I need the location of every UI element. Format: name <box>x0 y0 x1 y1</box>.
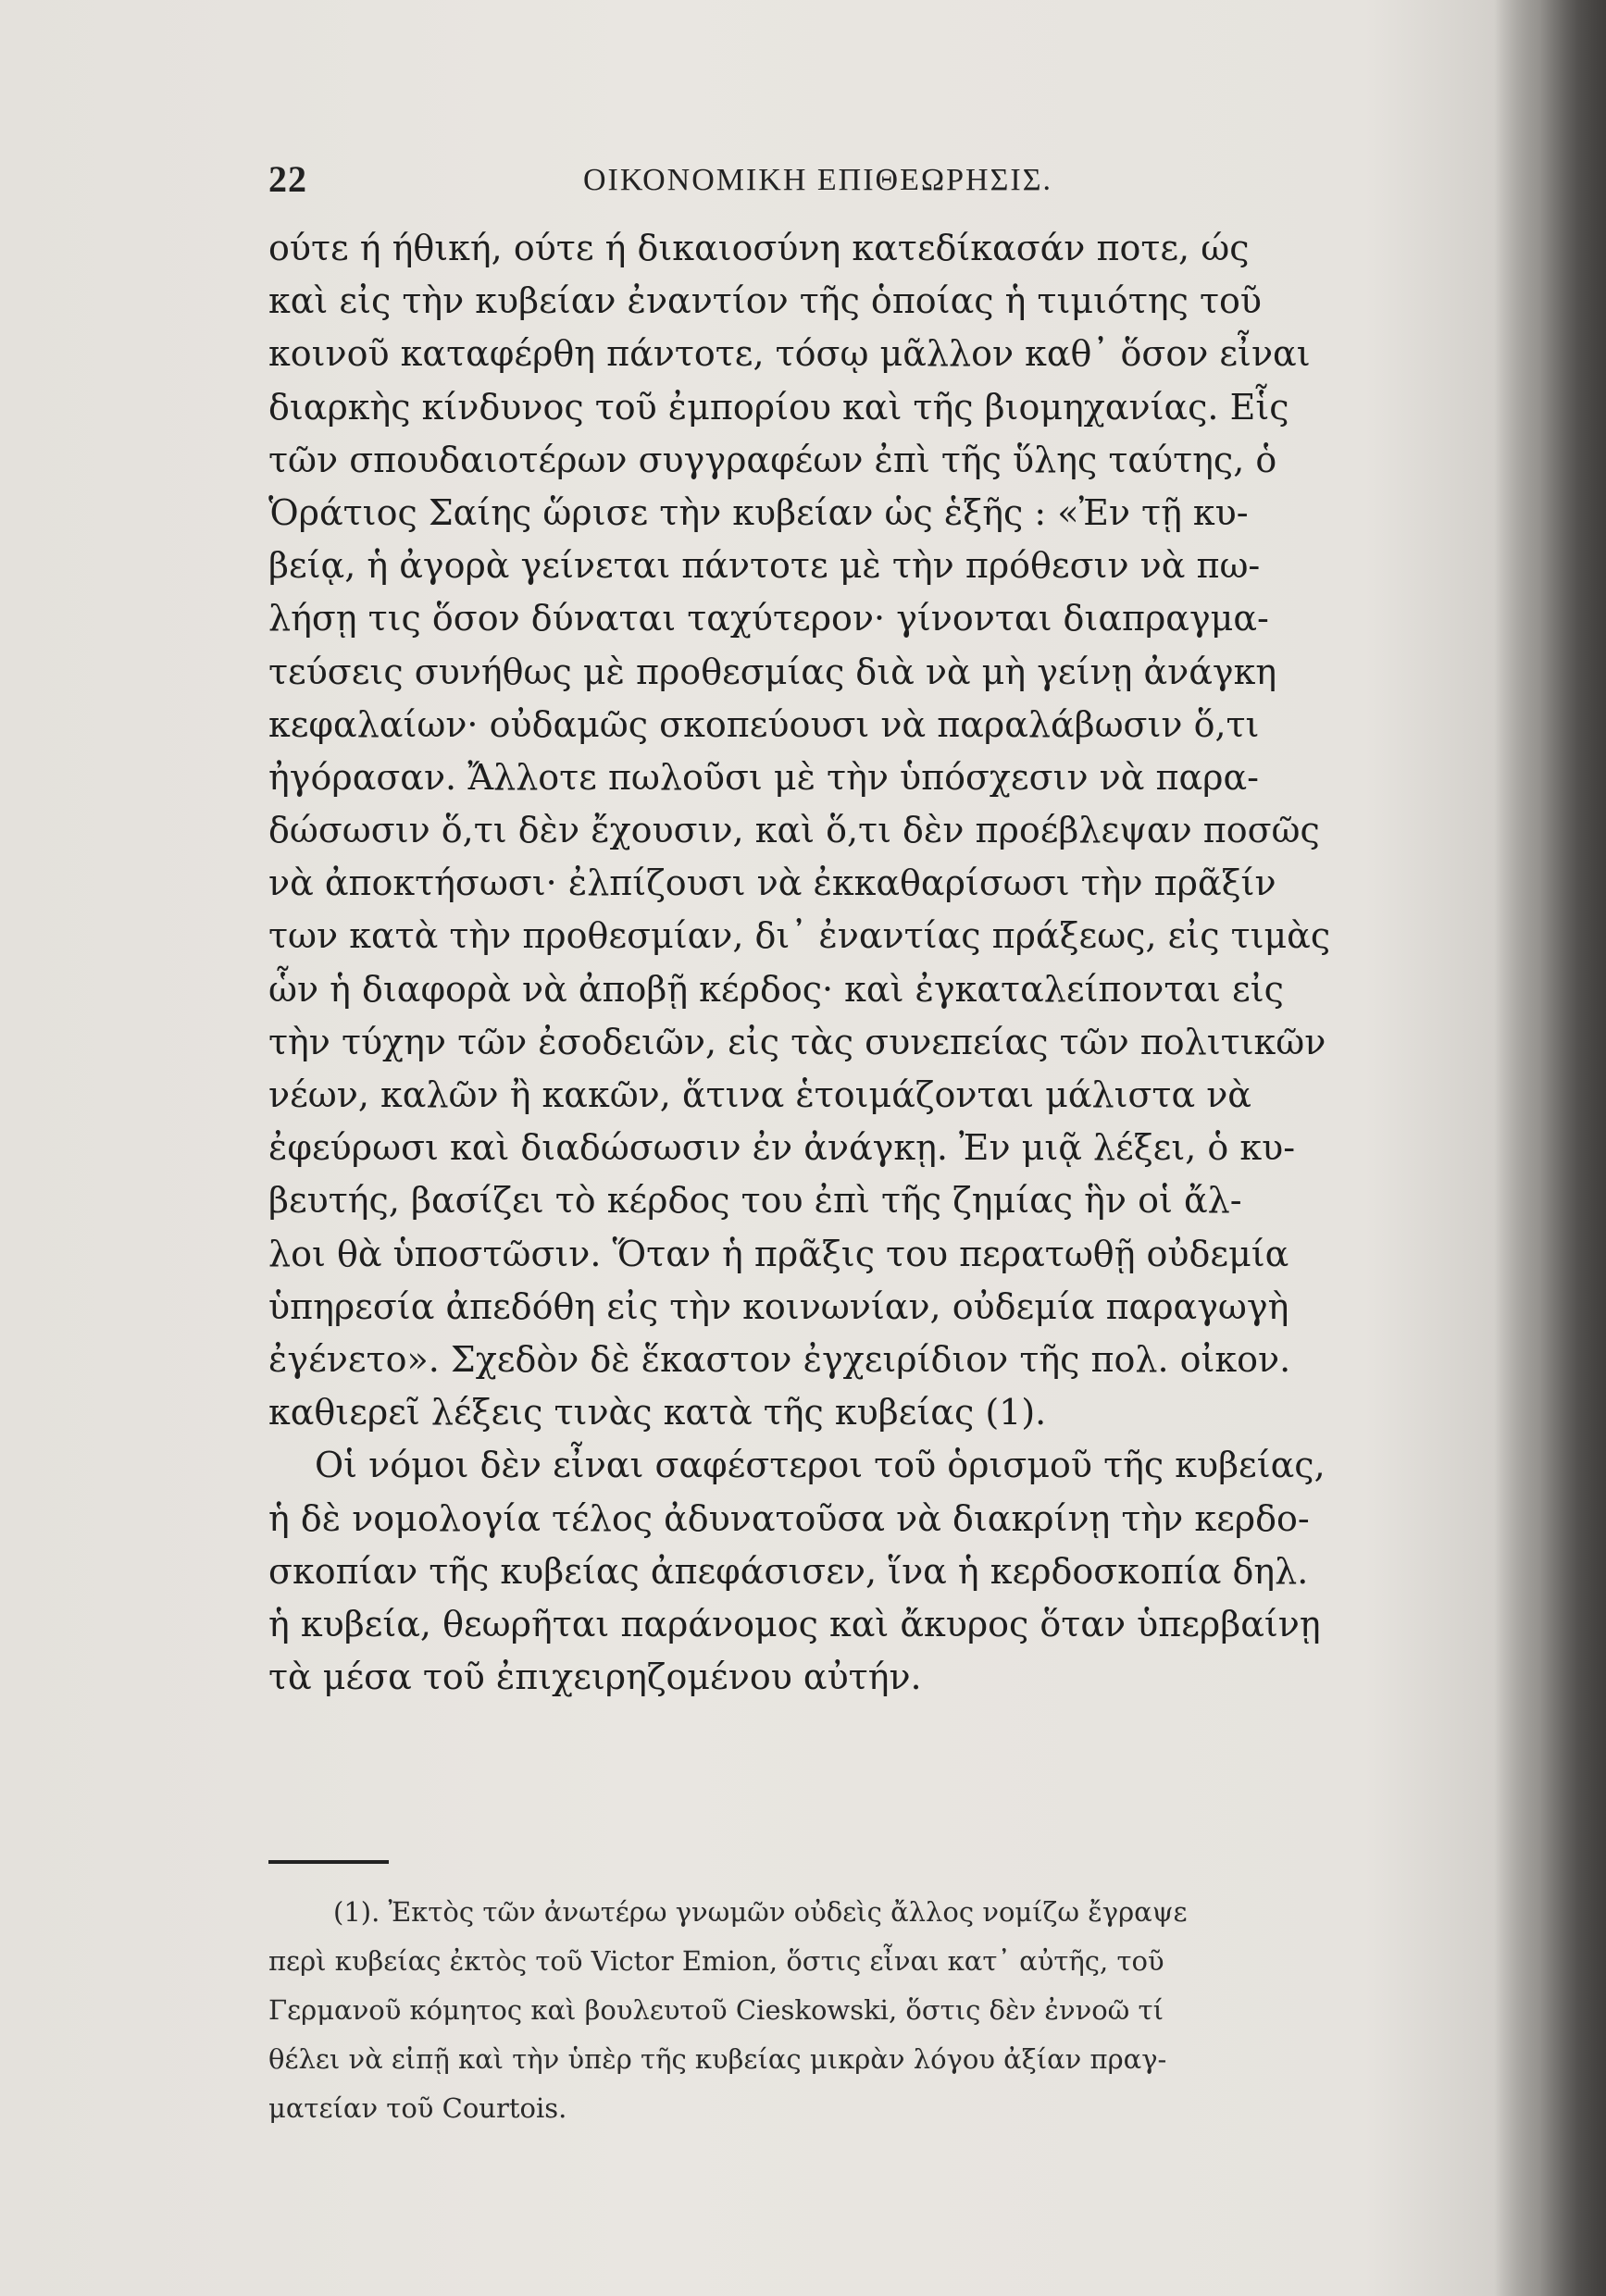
footnote-line: περὶ κυβείας ἐκτὸς τοῦ Victor Emion, ὅστις εἶναι κατ᾽ αὐτῆς, τοῦ <box>268 1945 1164 1977</box>
page-number: 22 <box>268 158 307 200</box>
body-line: ούτε ή ήθική, ούτε ή δικαιοσύνη κατεδίκασάν ποτε, ώς <box>268 228 1250 268</box>
footnote <box>268 1888 1379 2133</box>
body-line: καὶ εἰς τὴν κυβείαν ἐναντίον τῆς ὁποίας ἡ τιμιότης τοῦ <box>268 280 1262 322</box>
body-line: τὰ μέσα τοῦ ἐπιχειρηζομένου αὐτήν. <box>268 1657 922 1698</box>
body-line: ἡ κυβεία, θεωρῆται παράνομος καὶ ἄκυρος ὅταν ὑπερβαίνῃ <box>268 1603 1321 1644</box>
body-line: ἐγένετο». Σχεδὸν δὲ ἕκαστον ἐγχειρίδιον τῆς πολ. οἰκον. <box>268 1338 1291 1380</box>
body-line: ἠγόρασαν. Ἄλλοτε πωλοῦσι μὲ τὴν ὑπόσχεσιν νὰ παρα- <box>268 756 1259 798</box>
running-title: ΟΙΚΟΝΟΜΙΚΗ ΕΠΙΘΕΩΡΗΣΙΣ. <box>583 163 1053 197</box>
body-line: ὧν ἡ διαφορὰ νὰ ἀποβῇ κέρδος· καὶ ἐγκαταλείπονται εἰς <box>268 968 1284 1010</box>
footnote-line: ματείαν τοῦ Courtois. <box>268 2092 567 2124</box>
body-text <box>268 222 1379 1704</box>
book-gutter-shadow <box>1495 0 1606 2296</box>
footnote-line: θέλει νὰ εἰπῇ καὶ τὴν ὑπὲρ τῆς κυβείας μικρὰν λόγου ἀξίαν πραγ- <box>268 2043 1167 2075</box>
body-line: κοινοῦ καταφέρθη πάντοτε, τόσῳ μᾶλλον καθ᾽ ὅσον εἶναι <box>268 333 1311 375</box>
body-line: Ὁράτιος Σαίης ὥρισε τὴν κυβείαν ὡς ἑξῆς : «Ἐν τῇ κυ- <box>268 491 1249 533</box>
body-line: σκοπίαν τῆς κυβείας ἀπεφάσισεν, ἵνα ἡ κερδοσκοπία δηλ. <box>268 1550 1309 1592</box>
footnote-line: Γερμανοῦ κόμητος καὶ βουλευτοῦ Cieskowski, ὅστις δὲν ἐννοῶ τί <box>268 1994 1164 2026</box>
page-header <box>268 157 1416 213</box>
body-line: καθιερεῖ λέξεις τινὰς κατὰ τῆς κυβείας (1). <box>268 1392 1047 1433</box>
body-line-paragraph-start: Οἱ νόμοι δὲν εἶναι σαφέστεροι τοῦ ὁρισμοῦ τῆς κυβείας, <box>315 1445 1326 1486</box>
body-line: τὴν τύχην τῶν ἐσοδειῶν, εἰς τὰς συνεπείας τῶν πολιτικῶν <box>268 1021 1326 1062</box>
body-line: κεφαλαίων· οὐδαμῶς σκοπεύουσι νὰ παραλάβωσιν ὅ,τι <box>268 703 1260 745</box>
body-line: διαρκὴς κίνδυνος τοῦ ἐμπορίου καὶ τῆς βιομηχανίας. Εἷς <box>268 386 1289 428</box>
body-line: τῶν σπουδαιοτέρων συγγραφέων ἐπὶ τῆς ὕλης ταύτης, ὁ <box>268 439 1277 480</box>
body-line: των κατὰ τὴν προθεσμίαν, δι᾽ ἐναντίας πράξεως, εἰς τιμὰς <box>268 915 1331 957</box>
body-line: ἡ δὲ νομολογία τέλος ἀδυνατοῦσα νὰ διακρίνῃ τὴν κερδο- <box>268 1497 1310 1539</box>
body-line: ὑπηρεσία ἀπεδόθη εἰς τὴν κοινωνίαν, οὐδεμία παραγωγὴ <box>268 1285 1289 1327</box>
body-line: ἐφεύρωσι καὶ διαδώσωσιν ἐν ἀνάγκῃ. Ἐν μιᾷ λέξει, ὁ κυ- <box>268 1127 1296 1169</box>
body-line: δώσωσιν ὅ,τι δὲν ἔχουσιν, καὶ ὅ,τι δὲν προέβλεψαν ποσῶς <box>268 810 1320 851</box>
footnote-line: (1). Ἐκτὸς τῶν ἀνωτέρω γνωμῶν οὐδεὶς ἄλλος νομίζω ἔγραψε <box>333 1896 1188 1928</box>
body-line: νὰ ἀποκτήσωσι· ἐλπίζουσι νὰ ἐκκαθαρίσωσι τὴν πρᾶξίν <box>268 863 1276 904</box>
body-line: λήσῃ τις ὅσον δύναται ταχύτερον· γίνονται διαπραγμα- <box>268 598 1269 639</box>
footnote-separator <box>268 1860 389 1864</box>
body-line: τεύσεις συνήθως μὲ προθεσμίας διὰ νὰ μὴ γείνῃ ἀνάγκη <box>268 651 1277 692</box>
body-line: νέων, καλῶν ἢ κακῶν, ἅτινα ἑτοιμάζονται μάλιστα νὰ <box>268 1074 1251 1115</box>
body-line: βείᾳ, ἡ ἀγορὰ γείνεται πάντοτε μὲ τὴν πρόθεσιν νὰ πω- <box>268 545 1261 587</box>
body-line: λοι θὰ ὑποστῶσιν. Ὅταν ἡ πρᾶξις του περατωθῇ οὐδεμία <box>268 1233 1289 1274</box>
body-line: βευτής, βασίζει τὸ κέρδος του ἐπὶ τῆς ζημίας ἣν οἱ ἄλ- <box>268 1180 1242 1222</box>
